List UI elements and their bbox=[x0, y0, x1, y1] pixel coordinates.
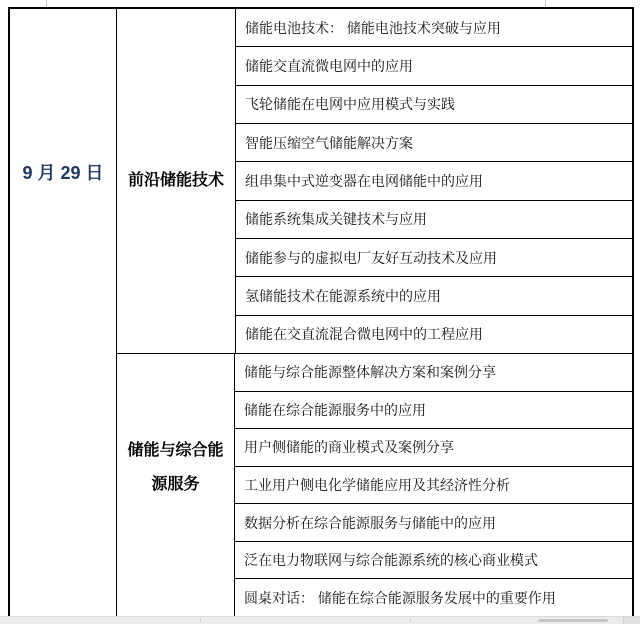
agenda-table bbox=[8, 7, 634, 624]
table-row bbox=[236, 47, 632, 85]
topic-text: 工业用户侧电化学储能应用及其经济性分析 bbox=[244, 477, 510, 494]
topic-text: 储能在交直流混合微电网中的工程应用 bbox=[245, 326, 483, 343]
topic-text: 飞轮储能在电网中应用模式与实践 bbox=[245, 96, 455, 113]
table-row bbox=[236, 239, 632, 277]
topic-text: 储能交直流微电网中的应用 bbox=[245, 57, 413, 74]
gridline-tick bbox=[46, 0, 47, 7]
topic-text: 储能在综合能源服务中的应用 bbox=[244, 401, 426, 418]
scrollbar-thumb[interactable] bbox=[538, 619, 608, 622]
table-row bbox=[236, 86, 632, 124]
table-row bbox=[235, 354, 632, 392]
scrollbar-corner bbox=[623, 617, 640, 624]
topic-list bbox=[235, 354, 632, 616]
topic-text: 泛在电力物联网与综合能源系统的核心商业模式 bbox=[244, 552, 538, 569]
category-cell bbox=[117, 354, 235, 616]
topic-text: 智能压缩空气储能解决方案 bbox=[245, 134, 413, 151]
category-label: 前沿储能技术 bbox=[127, 172, 224, 189]
category-label-line2: 源服务 bbox=[151, 476, 200, 493]
section-frontier-storage bbox=[117, 9, 632, 354]
topic-text: 储能系统集成关键技术与应用 bbox=[245, 211, 427, 228]
agenda-body bbox=[117, 9, 632, 624]
date-label: 9 月 29 日 bbox=[22, 163, 104, 183]
topic-text: 储能与综合能源整体解决方案和案例分享 bbox=[244, 364, 496, 381]
table-row bbox=[235, 542, 632, 580]
category-cell bbox=[117, 9, 236, 353]
table-row bbox=[235, 467, 632, 505]
topic-text: 圆桌对话： 储能在综合能源服务发展中的重要作用 bbox=[244, 589, 556, 606]
table-row bbox=[235, 392, 632, 430]
category-label-line1: 储能与综合能 bbox=[127, 442, 224, 459]
table-row bbox=[236, 9, 632, 47]
topic-text: 用户侧储能的商业模式及案例分享 bbox=[244, 439, 454, 456]
date-cell bbox=[10, 9, 117, 624]
topic-text: 储能参与的虚拟电厂友好互动技术及应用 bbox=[245, 249, 497, 266]
table-row bbox=[236, 201, 632, 239]
table-row bbox=[236, 124, 632, 162]
table-row bbox=[235, 579, 632, 616]
section-integrated-energy bbox=[117, 354, 632, 617]
scrollbar-separator bbox=[200, 618, 201, 623]
table-row bbox=[235, 504, 632, 542]
topic-text: 储能电池技术： 储能电池技术突破与应用 bbox=[245, 19, 501, 36]
topic-list bbox=[236, 9, 632, 353]
topic-text: 氢储能技术在能源系统中的应用 bbox=[245, 287, 441, 304]
table-row bbox=[235, 429, 632, 467]
table-row bbox=[236, 277, 632, 315]
topic-text: 组串集中式逆变器在电网储能中的应用 bbox=[245, 172, 483, 189]
scrollbar-separator bbox=[410, 618, 411, 623]
topic-text: 数据分析在综合能源服务与储能中的应用 bbox=[244, 514, 496, 531]
table-row bbox=[236, 316, 632, 353]
horizontal-scrollbar[interactable] bbox=[0, 616, 640, 624]
table-row bbox=[236, 162, 632, 200]
